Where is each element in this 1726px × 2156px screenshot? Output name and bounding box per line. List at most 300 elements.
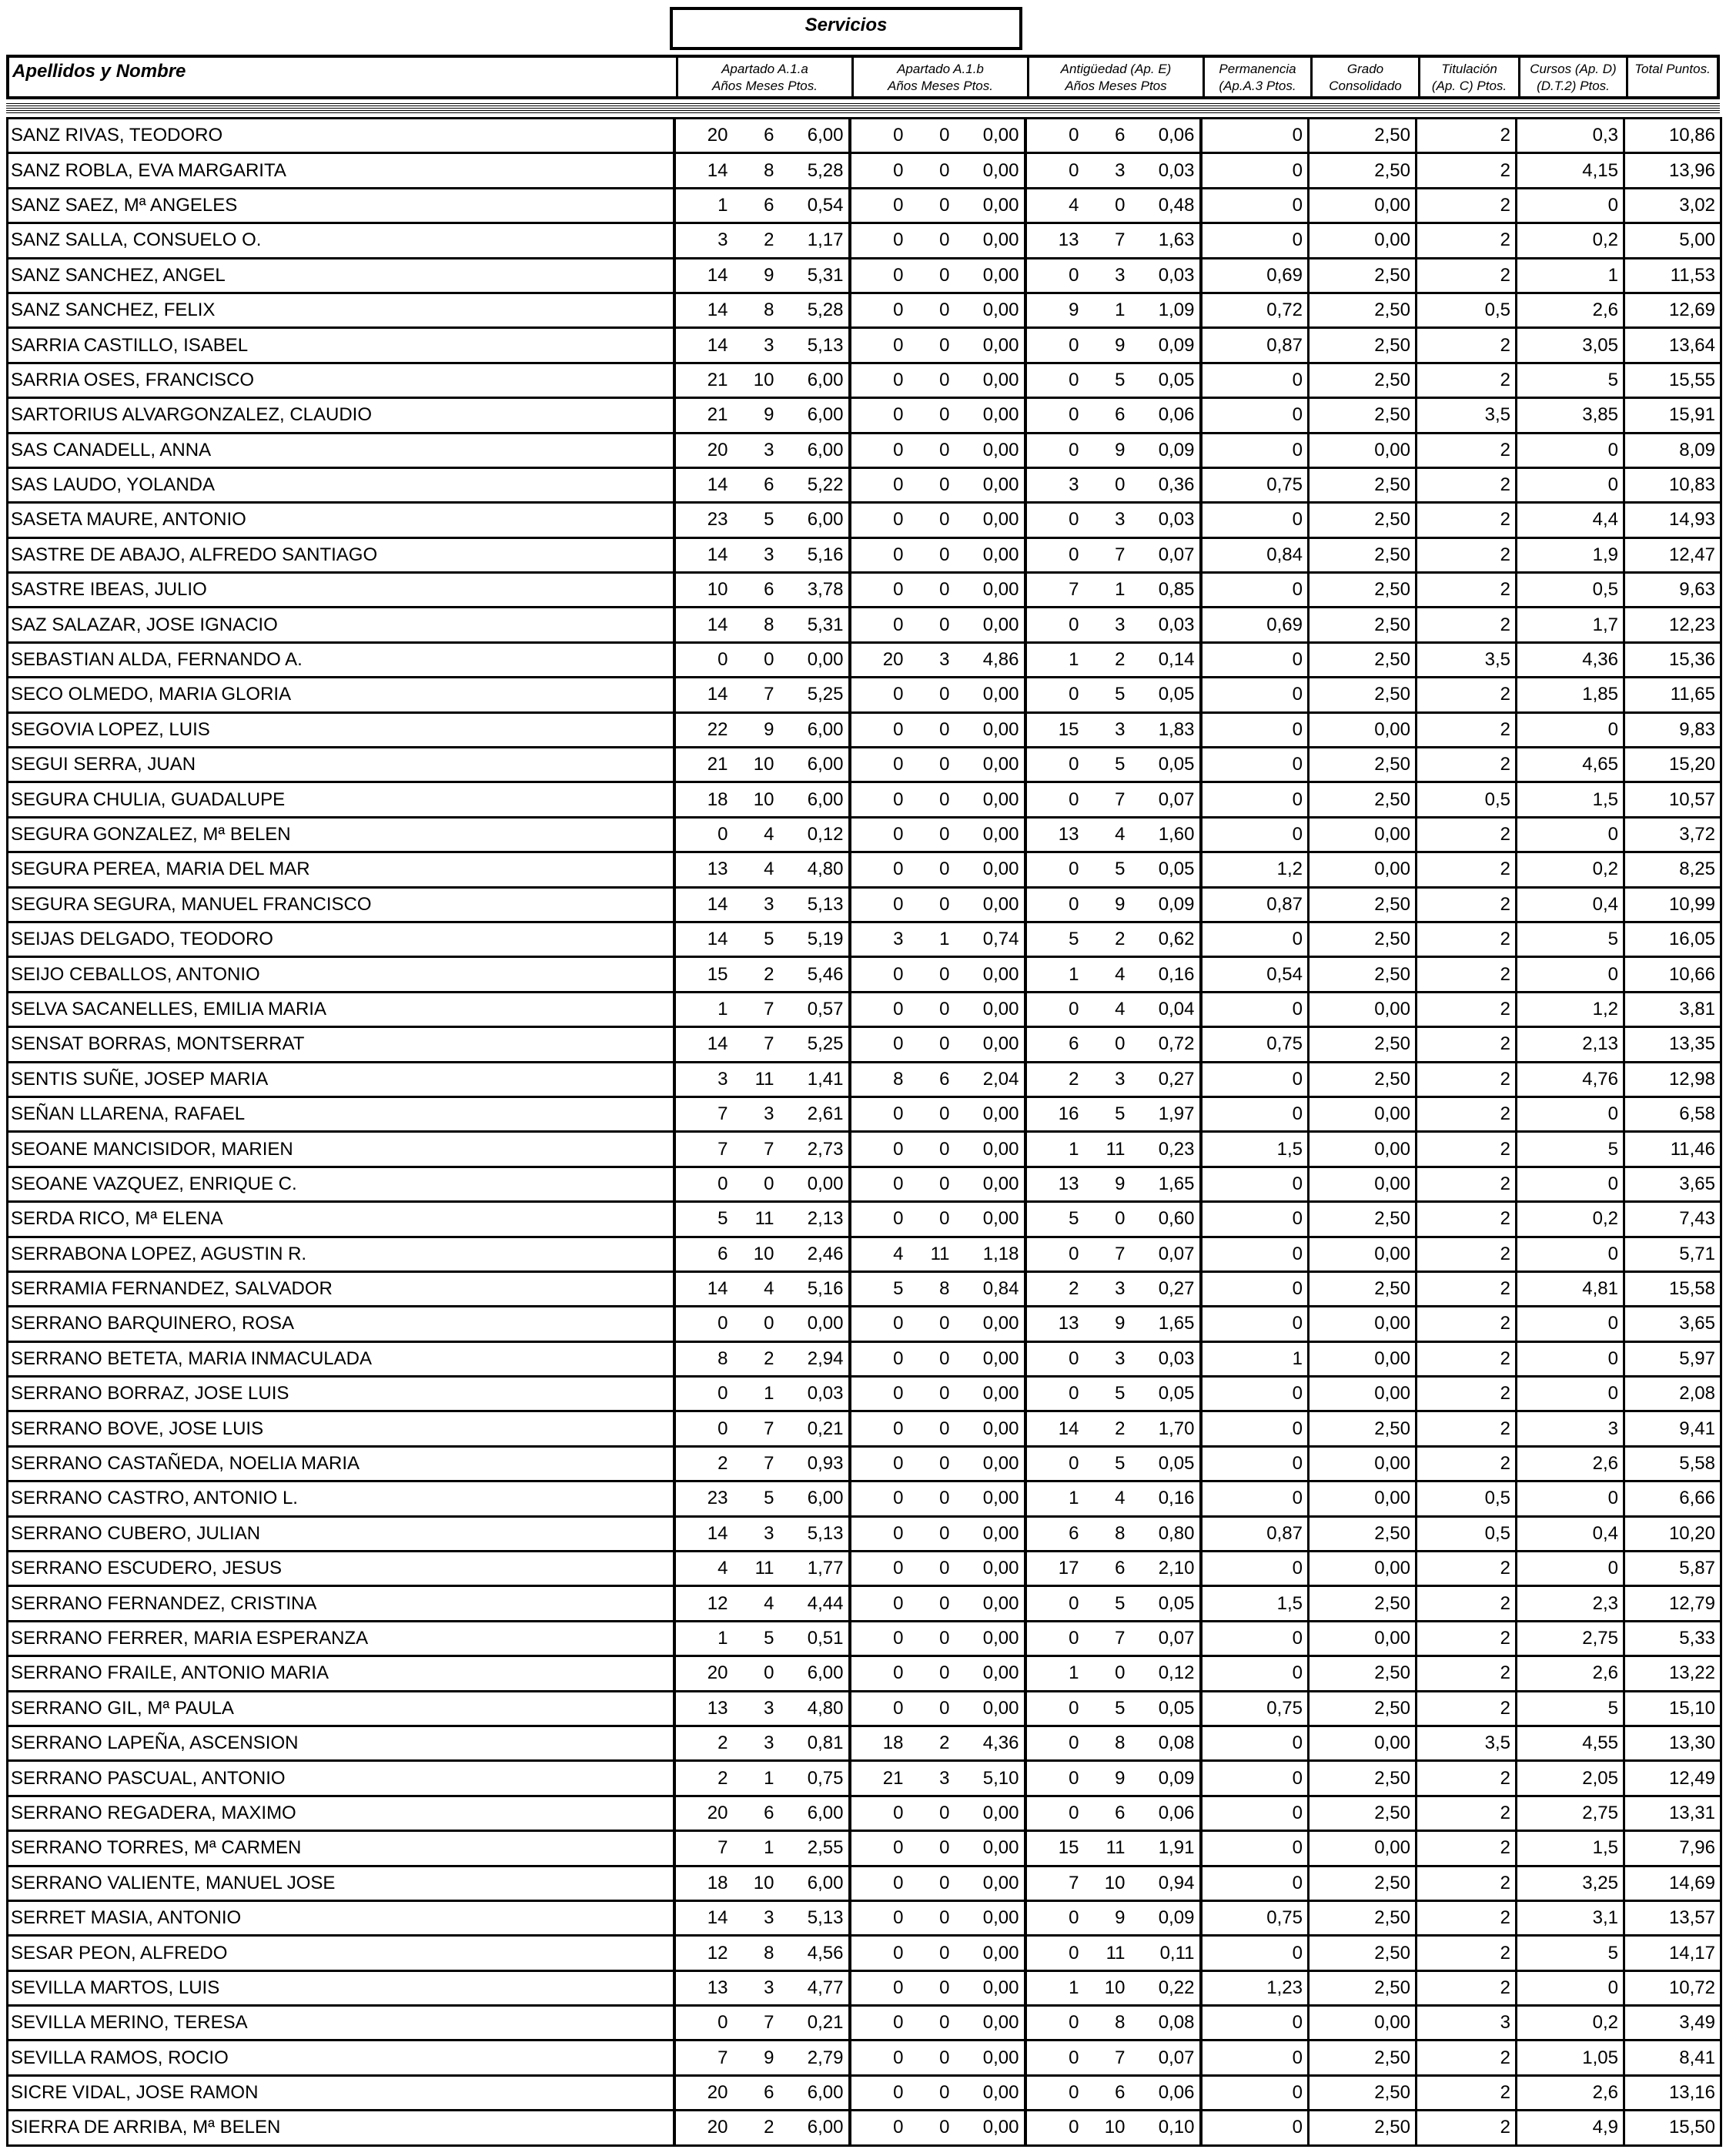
cell-name: SERRANO CASTAÑEDA, NOELIA MARIA	[8, 1446, 674, 1481]
table-row	[8, 1062, 1721, 1096]
cell-cursos: 3,25	[1517, 1866, 1624, 1900]
cell-a1b-points: 0,00	[955, 1377, 1025, 1411]
cell-antig-years: 15	[1025, 712, 1084, 747]
cell-titulacion: 2	[1417, 1062, 1517, 1096]
cell-a1b-years: 0	[850, 782, 908, 817]
cell-name: SERRANO VALIENTE, MANUEL JOSE	[8, 1866, 674, 1900]
cell-antig-years: 0	[1025, 2111, 1084, 2145]
table-row	[8, 1691, 1721, 1726]
cell-antig-points: 0,03	[1130, 608, 1201, 642]
cell-antig-years: 6	[1025, 1027, 1084, 1062]
cell-a1a-points: 6,00	[779, 363, 850, 397]
cell-a1b-months: 0	[908, 1377, 955, 1411]
cell-a1a-years: 7	[674, 2040, 733, 2075]
cell-antig-points: 1,09	[1130, 293, 1201, 327]
cell-titulacion: 2	[1417, 1552, 1517, 1586]
cell-antig-months: 11	[1084, 1132, 1130, 1167]
cell-antig-months: 3	[1084, 503, 1130, 537]
cell-a1a-points: 0,12	[779, 817, 850, 852]
cell-a1a-points: 0,54	[779, 188, 850, 223]
cell-antig-months: 9	[1084, 1307, 1130, 1341]
cell-antig-points: 0,09	[1130, 887, 1201, 922]
cell-a1a-years: 6	[674, 1237, 733, 1271]
cell-a1b-years: 0	[850, 1202, 908, 1237]
cell-antig-years: 0	[1025, 992, 1084, 1026]
cell-a1b-points: 0,00	[955, 608, 1025, 642]
cell-titulacion: 2	[1417, 1377, 1517, 1411]
cell-permanencia: 0	[1201, 2111, 1309, 2145]
cell-a1b-months: 0	[908, 1132, 955, 1167]
cell-a1a-years: 14	[674, 328, 733, 363]
cell-titulacion: 2	[1417, 922, 1517, 956]
cell-total: 13,22	[1624, 1656, 1721, 1691]
cell-a1a-months: 10	[733, 748, 779, 782]
cell-titulacion: 2	[1417, 537, 1517, 572]
cell-antig-points: 0,72	[1130, 1027, 1201, 1062]
cell-total: 3,65	[1624, 1307, 1721, 1341]
cell-antig-years: 0	[1025, 433, 1084, 467]
cell-a1b-months: 6	[908, 1062, 955, 1096]
cell-total: 12,23	[1624, 608, 1721, 642]
cell-a1a-years: 1	[674, 188, 733, 223]
cell-name: SERRANO PASCUAL, ANTONIO	[8, 1761, 674, 1796]
cell-name: SASTRE IBEAS, JULIO	[8, 573, 674, 608]
cell-a1a-months: 3	[733, 1516, 779, 1551]
table-row	[8, 1377, 1721, 1411]
cell-a1a-points: 5,28	[779, 293, 850, 327]
cell-grado: 2,50	[1309, 887, 1417, 922]
cell-permanencia: 0	[1201, 1271, 1309, 1306]
cell-a1a-months: 8	[733, 608, 779, 642]
cell-a1a-months: 9	[733, 712, 779, 747]
cell-cursos: 0	[1517, 1552, 1624, 1586]
cell-grado: 2,50	[1309, 922, 1417, 956]
cell-antig-years: 0	[1025, 1446, 1084, 1481]
header-antig-line1: Antigüedad (Ap. E)	[1060, 62, 1172, 76]
cell-a1a-points: 5,25	[779, 1027, 850, 1062]
table-row	[8, 1761, 1721, 1796]
cell-a1a-years: 22	[674, 712, 733, 747]
cell-name: SEVILLA MERINO, TERESA	[8, 2006, 674, 2040]
table-row	[8, 328, 1721, 363]
cell-total: 3,65	[1624, 1167, 1721, 1201]
header-antig-line2: Años Meses Ptos	[1065, 79, 1167, 93]
table-row	[8, 1132, 1721, 1167]
cell-a1a-points: 4,80	[779, 852, 850, 887]
cell-name: SIERRA DE ARRIBA, Mª BELEN	[8, 2111, 674, 2145]
cell-a1b-points: 0,00	[955, 503, 1025, 537]
cell-total: 13,30	[1624, 1726, 1721, 1760]
cell-antig-months: 0	[1084, 467, 1130, 502]
cell-antig-months: 5	[1084, 748, 1130, 782]
cell-a1b-points: 0,00	[955, 992, 1025, 1026]
cell-total: 13,35	[1624, 1027, 1721, 1062]
cell-antig-months: 5	[1084, 1446, 1130, 1481]
cell-a1a-points: 5,13	[779, 887, 850, 922]
cell-a1b-years: 0	[850, 1796, 908, 1830]
cell-a1a-years: 14	[674, 1027, 733, 1062]
cell-a1a-months: 5	[733, 1621, 779, 1656]
cell-total: 9,41	[1624, 1411, 1721, 1446]
cell-antig-months: 2	[1084, 922, 1130, 956]
cell-a1b-years: 0	[850, 119, 908, 153]
cell-a1b-years: 0	[850, 1516, 908, 1551]
cell-antig-points: 0,22	[1130, 1970, 1201, 2005]
cell-antig-months: 8	[1084, 1726, 1130, 1760]
cell-permanencia: 0	[1201, 1481, 1309, 1516]
cell-grado: 2,50	[1309, 1027, 1417, 1062]
cell-permanencia: 0	[1201, 1062, 1309, 1096]
header-name-label: Apellidos y Nombre	[12, 61, 186, 82]
cell-a1b-months: 0	[908, 1446, 955, 1481]
cell-a1a-years: 8	[674, 1341, 733, 1376]
cell-a1a-points: 0,21	[779, 2006, 850, 2040]
cell-a1b-points: 5,10	[955, 1761, 1025, 1796]
cell-antig-years: 0	[1025, 608, 1084, 642]
cell-name: SEGURA PEREA, MARIA DEL MAR	[8, 852, 674, 887]
cell-a1b-points: 0,00	[955, 153, 1025, 188]
cell-total: 11,53	[1624, 258, 1721, 293]
cell-cursos: 0,3	[1517, 119, 1624, 153]
cell-a1a-years: 2	[674, 1446, 733, 1481]
cell-grado: 2,50	[1309, 467, 1417, 502]
cell-a1a-points: 2,94	[779, 1341, 850, 1376]
cell-permanencia: 0	[1201, 1656, 1309, 1691]
cell-a1a-years: 14	[674, 678, 733, 712]
cell-a1b-months: 0	[908, 433, 955, 467]
cell-a1b-years: 0	[850, 2111, 908, 2145]
cell-name: SERRANO BETETA, MARIA INMACULADA	[8, 1341, 674, 1376]
table-row	[8, 153, 1721, 188]
cell-antig-years: 13	[1025, 1167, 1084, 1201]
cell-a1b-points: 0,00	[955, 1621, 1025, 1656]
cell-total: 15,58	[1624, 1271, 1721, 1306]
cell-a1b-years: 0	[850, 712, 908, 747]
cell-a1a-years: 7	[674, 1132, 733, 1167]
cell-titulacion: 2	[1417, 1936, 1517, 1970]
cell-antig-years: 4	[1025, 188, 1084, 223]
cell-a1a-months: 3	[733, 1970, 779, 2005]
cell-titulacion: 2	[1417, 957, 1517, 992]
cell-a1b-years: 0	[850, 1027, 908, 1062]
cell-antig-months: 8	[1084, 2006, 1130, 2040]
cell-total: 13,57	[1624, 1900, 1721, 1935]
cell-a1a-years: 2	[674, 1726, 733, 1760]
cell-a1b-months: 0	[908, 1796, 955, 1830]
cell-a1a-points: 6,00	[779, 1796, 850, 1830]
header-a1b-line1: Apartado A.1.b	[897, 62, 984, 76]
cell-a1b-months: 0	[908, 748, 955, 782]
cell-a1a-months: 3	[733, 433, 779, 467]
cell-name: SENTIS SUÑE, JOSEP MARIA	[8, 1062, 674, 1096]
cell-a1a-months: 3	[733, 1900, 779, 1935]
cell-a1a-years: 15	[674, 957, 733, 992]
cell-a1a-months: 1	[733, 1761, 779, 1796]
cell-a1b-years: 0	[850, 2040, 908, 2075]
cell-a1b-points: 0,00	[955, 712, 1025, 747]
cell-a1a-points: 5,31	[779, 608, 850, 642]
cell-a1a-months: 3	[733, 1726, 779, 1760]
cell-a1a-years: 20	[674, 119, 733, 153]
cell-antig-years: 0	[1025, 1341, 1084, 1376]
cell-antig-years: 0	[1025, 258, 1084, 293]
cell-antig-points: 0,05	[1130, 1691, 1201, 1726]
cell-antig-points: 0,94	[1130, 1866, 1201, 1900]
cell-antig-months: 8	[1084, 1516, 1130, 1551]
cell-a1a-years: 13	[674, 1691, 733, 1726]
cell-antig-months: 9	[1084, 328, 1130, 363]
points-table	[6, 117, 1722, 2147]
cell-antig-years: 0	[1025, 1691, 1084, 1726]
cell-permanencia: 0	[1201, 433, 1309, 467]
cell-a1a-years: 12	[674, 1586, 733, 1621]
cell-cursos: 2,6	[1517, 1656, 1624, 1691]
cell-titulacion: 2	[1417, 433, 1517, 467]
cell-a1a-months: 5	[733, 922, 779, 956]
cell-permanencia: 0,54	[1201, 957, 1309, 992]
cell-antig-months: 5	[1084, 1096, 1130, 1131]
cell-permanencia: 0	[1201, 1411, 1309, 1446]
cell-a1b-months: 1	[908, 922, 955, 956]
cell-name: SEÑAN LLARENA, RAFAEL	[8, 1096, 674, 1131]
cell-a1a-points: 0,00	[779, 1307, 850, 1341]
cell-antig-years: 14	[1025, 1411, 1084, 1446]
cell-antig-years: 2	[1025, 1062, 1084, 1096]
cell-antig-years: 7	[1025, 1866, 1084, 1900]
cell-grado: 2,50	[1309, 1796, 1417, 1830]
cell-cursos: 1,5	[1517, 1831, 1624, 1866]
cell-name: SENSAT BORRAS, MONTSERRAT	[8, 1027, 674, 1062]
cell-a1a-months: 9	[733, 2040, 779, 2075]
cell-total: 3,72	[1624, 817, 1721, 852]
cell-grado: 0,00	[1309, 1307, 1417, 1341]
cell-name: SERRANO LAPEÑA, ASCENSION	[8, 1726, 674, 1760]
cell-a1a-years: 20	[674, 2075, 733, 2110]
cell-grado: 0,00	[1309, 992, 1417, 1026]
cell-antig-months: 3	[1084, 1062, 1130, 1096]
cell-a1b-months: 0	[908, 119, 955, 153]
cell-a1a-months: 11	[733, 1552, 779, 1586]
cell-a1a-years: 7	[674, 1096, 733, 1131]
cell-a1b-years: 0	[850, 258, 908, 293]
cell-a1b-months: 0	[908, 2040, 955, 2075]
cell-a1a-points: 2,46	[779, 1237, 850, 1271]
cell-cursos: 5	[1517, 1132, 1624, 1167]
table-row	[8, 1307, 1721, 1341]
cell-a1a-months: 2	[733, 223, 779, 258]
cell-titulacion: 2	[1417, 817, 1517, 852]
cell-a1a-years: 7	[674, 1831, 733, 1866]
cell-cursos: 2,75	[1517, 1796, 1624, 1830]
cell-antig-years: 0	[1025, 1377, 1084, 1411]
cell-a1a-years: 14	[674, 467, 733, 502]
header-antiguedad	[1027, 58, 1203, 96]
cell-a1b-points: 0,00	[955, 1516, 1025, 1551]
cell-titulacion: 2	[1417, 328, 1517, 363]
cell-total: 10,20	[1624, 1516, 1721, 1551]
cell-grado: 0,00	[1309, 223, 1417, 258]
cell-antig-points: 0,09	[1130, 1900, 1201, 1935]
cell-antig-months: 6	[1084, 398, 1130, 433]
cell-cursos: 1,05	[1517, 2040, 1624, 2075]
cell-total: 10,86	[1624, 119, 1721, 153]
cell-grado: 2,50	[1309, 1062, 1417, 1096]
cell-name: SICRE VIDAL, JOSE RAMON	[8, 2075, 674, 2110]
cell-permanencia: 0	[1201, 119, 1309, 153]
cell-antig-points: 0,03	[1130, 503, 1201, 537]
cell-antig-years: 0	[1025, 1796, 1084, 1830]
cell-a1a-months: 2	[733, 957, 779, 992]
cell-a1b-years: 0	[850, 2075, 908, 2110]
cell-antig-points: 0,62	[1130, 922, 1201, 956]
cell-antig-points: 0,36	[1130, 467, 1201, 502]
servicios-title: Servicios	[670, 7, 1022, 50]
cell-a1b-points: 0,00	[955, 1446, 1025, 1481]
cell-permanencia: 0	[1201, 992, 1309, 1026]
cell-permanencia: 0,75	[1201, 467, 1309, 502]
cell-a1a-points: 5,16	[779, 1271, 850, 1306]
cell-a1b-years: 0	[850, 748, 908, 782]
cell-total: 5,97	[1624, 1341, 1721, 1376]
cell-total: 6,58	[1624, 1096, 1721, 1131]
cell-permanencia: 1,2	[1201, 852, 1309, 887]
cell-antig-months: 11	[1084, 1831, 1130, 1866]
table-row	[8, 119, 1721, 153]
cell-a1a-years: 14	[674, 258, 733, 293]
cell-a1b-points: 4,86	[955, 642, 1025, 677]
cell-total: 10,99	[1624, 887, 1721, 922]
cell-a1b-years: 0	[850, 188, 908, 223]
cell-a1a-months: 9	[733, 258, 779, 293]
cell-a1b-months: 0	[908, 1691, 955, 1726]
cell-a1a-years: 14	[674, 1271, 733, 1306]
cell-grado: 2,50	[1309, 153, 1417, 188]
cell-name: SERRAMIA FERNANDEZ, SALVADOR	[8, 1271, 674, 1306]
cell-cursos: 0	[1517, 1970, 1624, 2005]
cell-antig-months: 5	[1084, 852, 1130, 887]
cell-name: SERRANO CASTRO, ANTONIO L.	[8, 1481, 674, 1516]
cell-antig-years: 1	[1025, 642, 1084, 677]
cell-antig-years: 0	[1025, 363, 1084, 397]
cell-a1b-months: 0	[908, 2075, 955, 2110]
cell-name: SERRANO BOVE, JOSE LUIS	[8, 1411, 674, 1446]
cell-a1a-years: 14	[674, 887, 733, 922]
cell-a1a-points: 4,44	[779, 1586, 850, 1621]
cell-a1b-points: 0,00	[955, 398, 1025, 433]
cell-a1a-months: 4	[733, 852, 779, 887]
cell-permanencia: 0	[1201, 782, 1309, 817]
cell-a1a-years: 10	[674, 573, 733, 608]
cell-titulacion: 2	[1417, 1202, 1517, 1237]
cell-total: 8,41	[1624, 2040, 1721, 2075]
cell-antig-points: 0,07	[1130, 1621, 1201, 1656]
cell-total: 3,49	[1624, 2006, 1721, 2040]
cell-a1b-months: 0	[908, 153, 955, 188]
cell-antig-months: 3	[1084, 153, 1130, 188]
cell-permanencia: 0	[1201, 1796, 1309, 1830]
cell-total: 7,43	[1624, 1202, 1721, 1237]
cell-cursos: 0	[1517, 817, 1624, 852]
cell-grado: 2,50	[1309, 782, 1417, 817]
cell-antig-years: 0	[1025, 503, 1084, 537]
cell-name: SERRANO TORRES, Mª CARMEN	[8, 1831, 674, 1866]
cell-a1a-points: 4,77	[779, 1970, 850, 2005]
cell-antig-months: 5	[1084, 1377, 1130, 1411]
cell-name: SECO OLMEDO, MARIA GLORIA	[8, 678, 674, 712]
cell-antig-years: 0	[1025, 153, 1084, 188]
cell-antig-years: 2	[1025, 1271, 1084, 1306]
cell-total: 2,08	[1624, 1377, 1721, 1411]
cell-total: 9,63	[1624, 573, 1721, 608]
cell-cursos: 1,5	[1517, 782, 1624, 817]
cell-a1b-points: 4,36	[955, 1726, 1025, 1760]
cell-total: 10,83	[1624, 467, 1721, 502]
cell-a1a-months: 6	[733, 573, 779, 608]
cell-a1a-years: 14	[674, 537, 733, 572]
cell-permanencia: 0	[1201, 1237, 1309, 1271]
cell-grado: 0,00	[1309, 1237, 1417, 1271]
table-row	[8, 398, 1721, 433]
cell-name: SERRANO CUBERO, JULIAN	[8, 1516, 674, 1551]
cell-a1a-months: 4	[733, 817, 779, 852]
header-titul-line1: Titulación	[1441, 62, 1497, 76]
cell-titulacion: 2	[1417, 1970, 1517, 2005]
cell-a1b-years: 0	[850, 398, 908, 433]
cell-a1b-months: 0	[908, 1411, 955, 1446]
cell-total: 11,65	[1624, 678, 1721, 712]
cell-a1a-months: 0	[733, 1307, 779, 1341]
cell-a1b-years: 0	[850, 1656, 908, 1691]
cell-cursos: 0	[1517, 1307, 1624, 1341]
cell-antig-years: 7	[1025, 573, 1084, 608]
cell-a1b-points: 0,00	[955, 188, 1025, 223]
table-row	[8, 1796, 1721, 1830]
cell-permanencia: 0	[1201, 1307, 1309, 1341]
cell-a1a-years: 0	[674, 2006, 733, 2040]
cell-cursos: 0	[1517, 1481, 1624, 1516]
table-row	[8, 2075, 1721, 2110]
cell-a1a-months: 6	[733, 1796, 779, 1830]
cell-antig-points: 1,65	[1130, 1307, 1201, 1341]
cell-antig-years: 0	[1025, 1726, 1084, 1760]
cell-grado: 2,50	[1309, 363, 1417, 397]
cell-a1b-years: 0	[850, 1167, 908, 1201]
cell-grado: 2,50	[1309, 1691, 1417, 1726]
cell-permanencia: 0	[1201, 153, 1309, 188]
table-row	[8, 1446, 1721, 1481]
cell-a1b-months: 0	[908, 503, 955, 537]
cell-a1b-months: 0	[908, 1096, 955, 1131]
cell-a1a-points: 6,00	[779, 1481, 850, 1516]
cell-permanencia: 0	[1201, 1726, 1309, 1760]
cell-a1b-years: 0	[850, 467, 908, 502]
cell-a1b-points: 0,00	[955, 1411, 1025, 1446]
cell-a1a-points: 2,73	[779, 1132, 850, 1167]
cell-a1a-points: 6,00	[779, 1866, 850, 1900]
cell-grado: 0,00	[1309, 1341, 1417, 1376]
cell-grado: 2,50	[1309, 503, 1417, 537]
cell-permanencia: 0,75	[1201, 1691, 1309, 1726]
table-row	[8, 363, 1721, 397]
cell-a1a-points: 5,31	[779, 258, 850, 293]
cell-grado: 0,00	[1309, 433, 1417, 467]
cell-a1b-months: 0	[908, 1621, 955, 1656]
cell-cursos: 2,13	[1517, 1027, 1624, 1062]
cell-antig-points: 0,06	[1130, 2075, 1201, 2110]
cell-a1a-points: 2,13	[779, 1202, 850, 1237]
cell-total: 14,69	[1624, 1866, 1721, 1900]
cell-name: SARRIA CASTILLO, ISABEL	[8, 328, 674, 363]
